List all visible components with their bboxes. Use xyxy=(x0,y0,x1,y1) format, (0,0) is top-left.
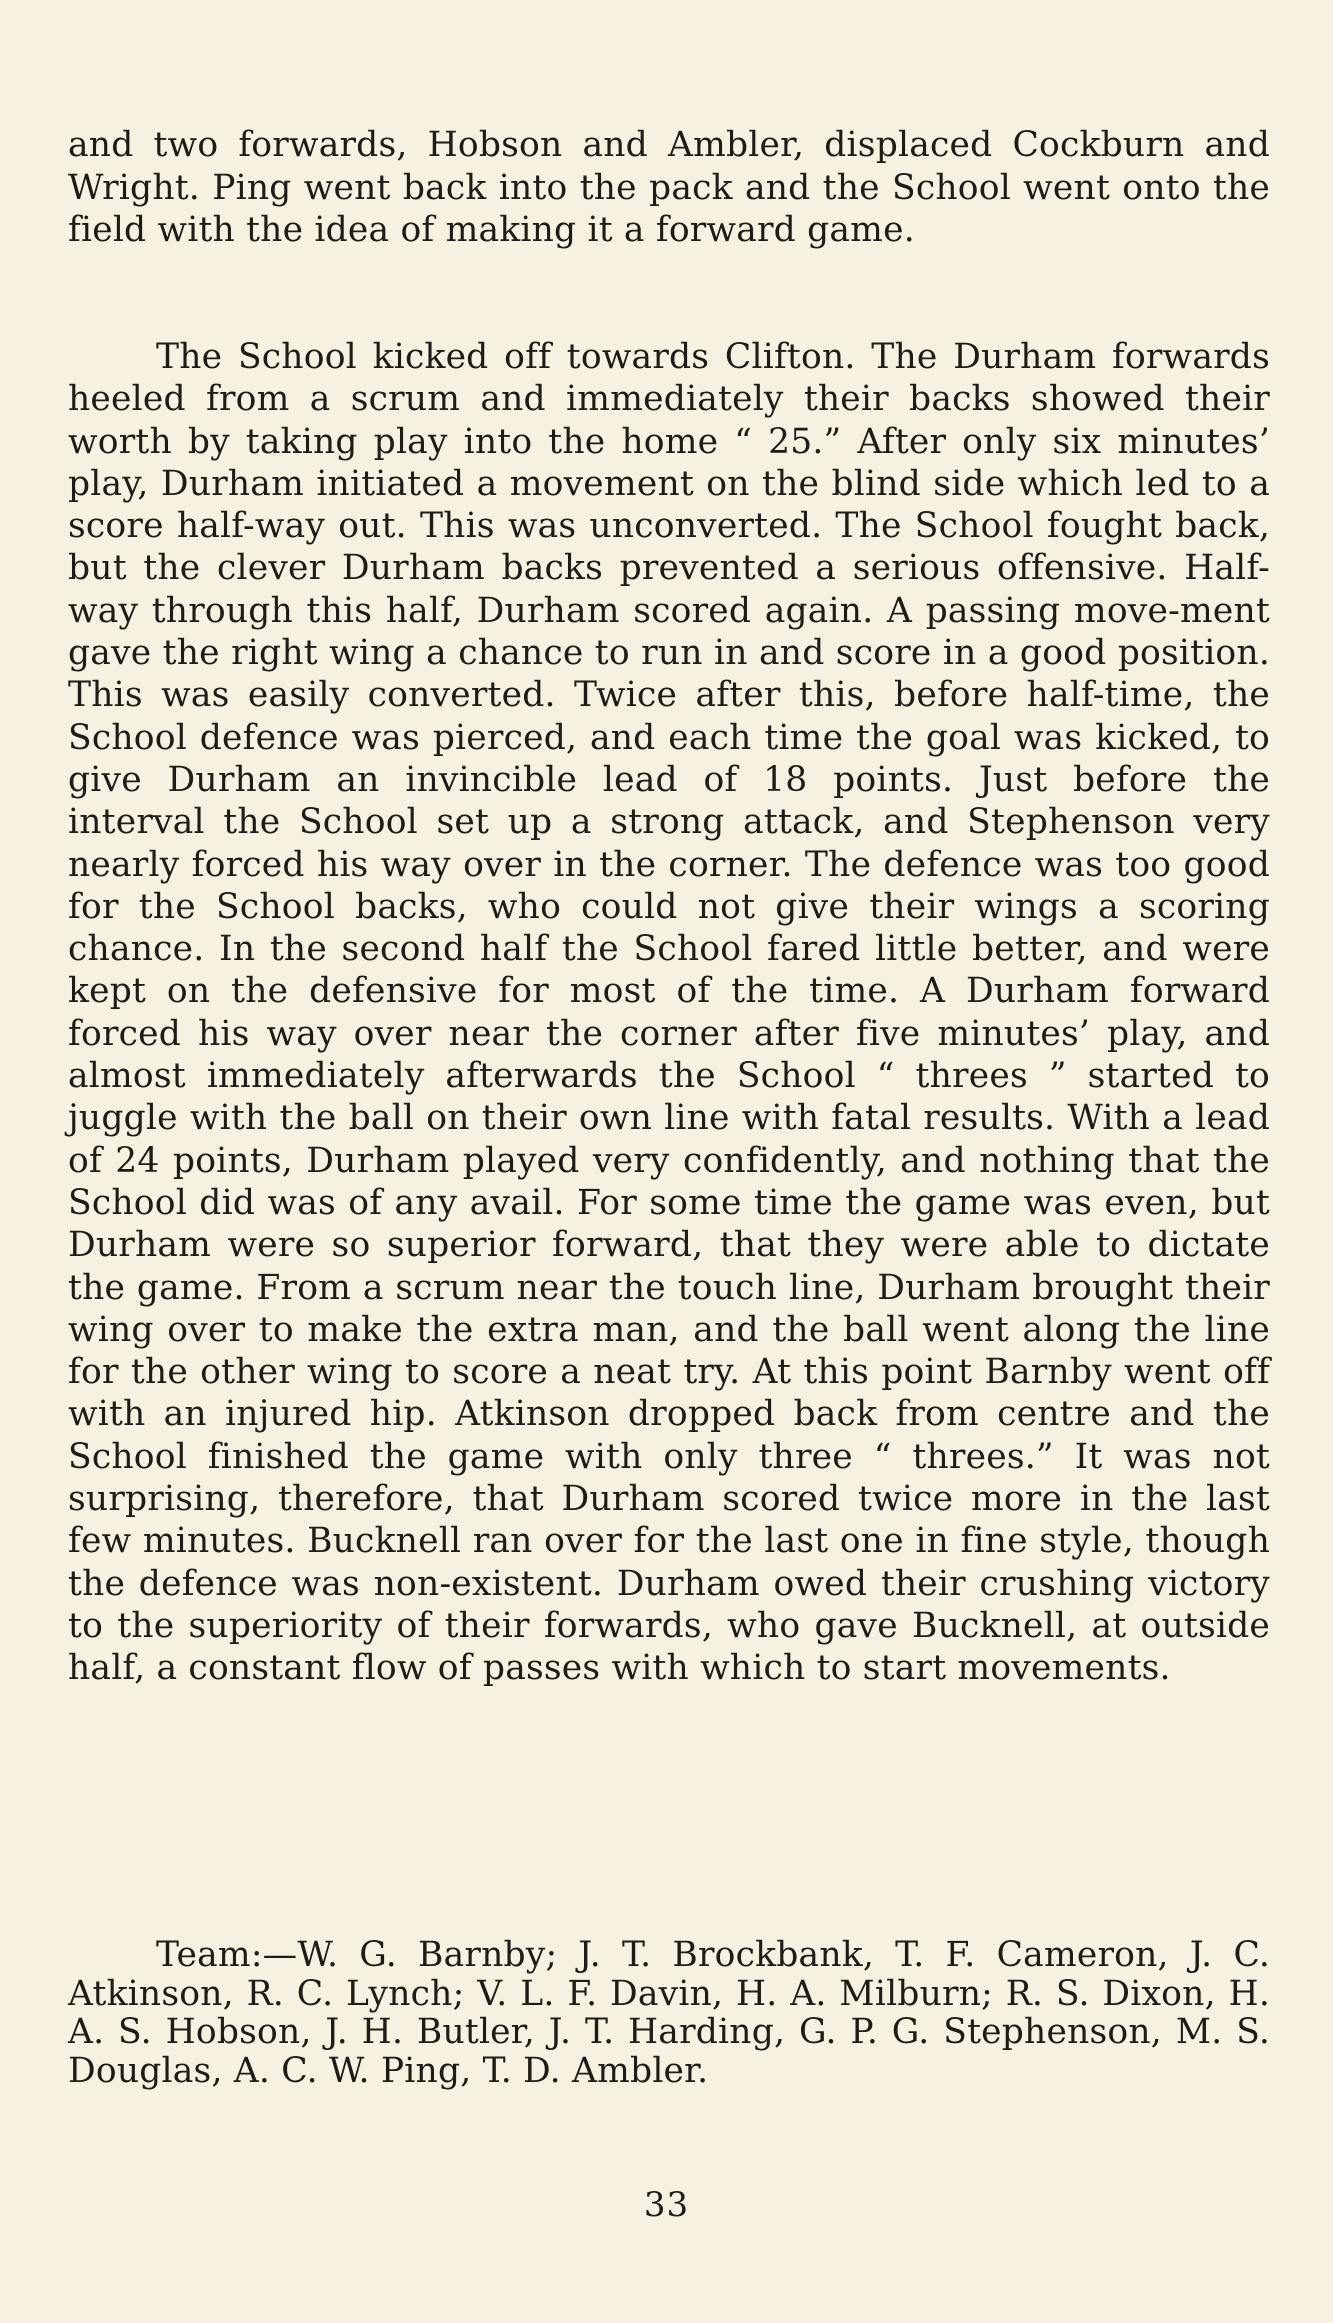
paragraph-match-report xyxy=(68,336,1270,1690)
paragraph-text: Team:—W. G. Barnby; J. T. Brockbank, T. F. Cameron, J. C. Atkinson, R. C. Lynch; V. L. F. Davin, H. A. Milburn; R. S. Dixon, H. A. S. Hobson, J. H. Butler, J. T. Harding, G. P. G. Stephenson, M. S. Douglas, A. C. W. Ping, T. D. Ambler. xyxy=(68,1935,1270,2091)
paragraph-team-list xyxy=(68,1936,1270,2090)
page-number: 33 xyxy=(643,2185,690,2225)
paragraph-continued-lineup xyxy=(68,124,1270,252)
paragraph-text: The School kicked off towards Clifton. The Durham forwards heeled from a scrum and immediately their backs showed their worth by taking play into the home “ 25.” After only six minutes’ play, Durham initiated a movement on the blind side which led to a score half-way out. This was unconverted. The School fought back, but the clever Durham backs prevented a serious offensive. Half-way through this half, Durham scored again. A passing move-ment gave the right wing a chance to run in and score in a good position. This was easily converted. Twice after this, before half-time, the School defence was pierced, and each time the goal was kicked, to give Durham an invincible lead of 18 points. Just before the interval the School set up a strong attack, and Stephenson very nearly forced his way over in the corner. The defence was too good for the School backs, who could not give their wings a scoring chance. In the second half the School fared little better, and were kept on the defensive for most of the time. A Durham forward forced his way over near the corner after five minutes’ play, and almost immediately afterwards the School “ threes ” started to juggle with the ball on their own line with fatal results. With a lead of 24 points, Durham played very confidently, and nothing that the School did was of any avail. For some time the game was even, but Durham were so superior forward, that they were able to dictate the game. From a scrum near the touch line, Durham brought their wing over to make the extra man, and the ball went along the line for the other wing to score a neat try. At this point Barnby went off with an injured hip. Atkinson dropped back from centre and the School finished the game with only three “ threes.” It was not surprising, therefore, that Durham scored twice more in the last few minutes. Bucknell ran over for the last one in fine style, though the defence was non-existent. Durham owed their crushing victory to the superiority of their forwards, who gave Bucknell, at outside half, a constant flow of passes with which to start movements. xyxy=(68,337,1270,1689)
paragraph-text: and two forwards, Hobson and Ambler, displaced Cockburn and Wright. Ping went back into the pack and the School went onto the field with the idea of making it a forward game. xyxy=(68,125,1270,250)
